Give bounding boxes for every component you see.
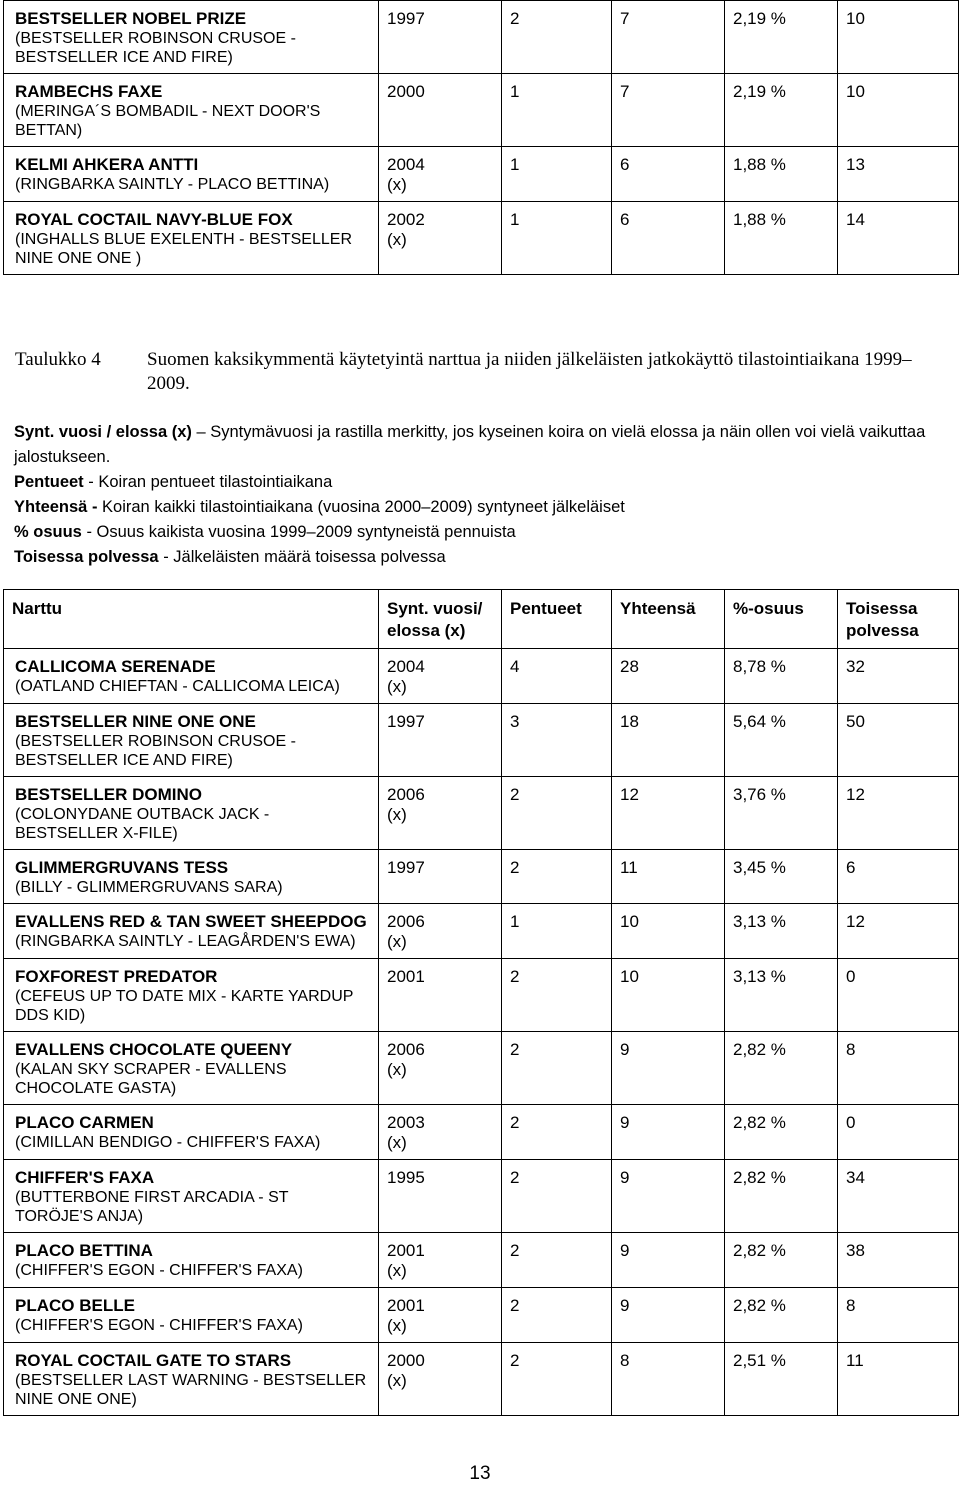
dog-parents: (COLONYDANE OUTBACK JACK - BESTSELLER X-FILE) [15, 806, 270, 842]
dog-name: BESTSELLER NINE ONE ONE [15, 712, 256, 731]
litters-count-cell [502, 202, 612, 275]
note-toisessa-desc: - Jälkeläisten määrä toisessa polvessa [158, 548, 446, 566]
offspring-total: 9 [620, 1241, 630, 1260]
note-yhteensa [14, 495, 954, 520]
offspring-total-cell [612, 850, 725, 904]
litters-count: 2 [510, 1113, 520, 1132]
birth-year-cell [379, 1233, 502, 1288]
header-narttu: Narttu [4, 590, 379, 649]
note-synt-term: Synt. vuosi / elossa (x) [14, 423, 192, 441]
note-yhteensa-desc: Koiran kaikki tilastointiaikana (vuosina 2000–2009) syntyneet jälkeläiset [97, 498, 625, 516]
birth-year-cell [379, 850, 502, 904]
litters-count-cell [502, 704, 612, 777]
second-generation-count-cell [838, 1, 959, 74]
dogs-table [3, 589, 959, 1416]
birth-year-cell [379, 649, 502, 704]
dog-name-cell [4, 649, 379, 704]
dog-name: BESTSELLER DOMINO [15, 785, 203, 804]
litters-count: 2 [510, 1168, 520, 1187]
dog-name: FOXFOREST PREDATOR [15, 967, 218, 986]
dog-name: RAMBECHS FAXE [15, 82, 163, 101]
dog-parents: (RINGBARKA SAINTLY - PLACO BETTINA) [15, 176, 330, 193]
alive-mark: (x) [387, 230, 407, 249]
offspring-total: 9 [620, 1113, 630, 1132]
dog-name-cell [4, 1105, 379, 1160]
litters-count-cell [502, 1032, 612, 1105]
note-toisessa-term: Toisessa polvessa [14, 548, 159, 566]
dog-name: EVALLENS RED & TAN SWEET SHEEPDOG [15, 912, 367, 931]
second-generation-count: 12 [846, 785, 865, 804]
table-row [4, 74, 959, 147]
second-generation-count-cell [838, 1105, 959, 1160]
offspring-total-cell [612, 904, 725, 959]
second-generation-count: 0 [846, 967, 856, 986]
birth-year-cell [379, 904, 502, 959]
second-generation-count-cell [838, 1160, 959, 1233]
share-percent: 3,13 % [733, 912, 786, 931]
dog-name-cell [4, 1160, 379, 1233]
litters-count: 2 [510, 1351, 520, 1370]
legend-notes [14, 420, 954, 570]
offspring-total-cell [612, 1, 725, 74]
litters-count-cell [502, 1343, 612, 1416]
litters-count-cell [502, 1160, 612, 1233]
share-percent: 3,13 % [733, 967, 786, 986]
dog-parents: (BILLY - GLIMMERGRUVANS SARA) [15, 879, 283, 896]
share-percent-cell [725, 904, 838, 959]
dog-name-cell [4, 1288, 379, 1343]
share-percent: 2,51 % [733, 1351, 786, 1370]
share-percent-cell [725, 1105, 838, 1160]
second-generation-count-cell [838, 777, 959, 850]
second-generation-count-cell [838, 850, 959, 904]
note-osuus-desc: - Osuus kaikista vuosina 1999–2009 syntyneistä pennuista [81, 523, 516, 541]
birth-year-cell [379, 147, 502, 202]
dog-name: PLACO BETTINA [15, 1241, 153, 1260]
table-row [4, 1105, 959, 1160]
second-generation-count: 32 [846, 657, 865, 676]
share-percent: 2,19 % [733, 82, 786, 101]
share-percent-cell [725, 1233, 838, 1288]
dog-name-cell [4, 1032, 379, 1105]
share-percent-cell [725, 147, 838, 202]
dog-name: PLACO CARMEN [15, 1113, 154, 1132]
second-generation-count-cell [838, 74, 959, 147]
dog-name-cell [4, 704, 379, 777]
dog-name-cell [4, 147, 379, 202]
share-percent: 2,82 % [733, 1113, 786, 1132]
share-percent: 8,78 % [733, 657, 786, 676]
litters-count: 2 [510, 1241, 520, 1260]
litters-count-cell [502, 1233, 612, 1288]
dog-parents: (MERINGA´S BOMBADIL - NEXT DOOR'S BETTAN) [15, 103, 321, 139]
table-row [4, 959, 959, 1032]
second-generation-count-cell [838, 1233, 959, 1288]
share-percent-cell [725, 1343, 838, 1416]
offspring-total-cell [612, 1343, 725, 1416]
share-percent: 2,19 % [733, 9, 786, 28]
alive-mark: (x) [387, 175, 407, 194]
note-synt [14, 420, 954, 470]
dog-name: EVALLENS CHOCOLATE QUEENY [15, 1040, 293, 1059]
share-percent: 2,82 % [733, 1296, 786, 1315]
offspring-total: 6 [620, 155, 630, 174]
litters-count: 1 [510, 912, 520, 931]
birth-year-cell [379, 1, 502, 74]
share-percent: 1,88 % [733, 210, 786, 229]
page-number: 13 [469, 1463, 491, 1484]
second-generation-count: 12 [846, 912, 865, 931]
share-percent-cell [725, 649, 838, 704]
share-percent-cell [725, 1, 838, 74]
alive-mark: (x) [387, 677, 407, 696]
dog-name-cell [4, 202, 379, 275]
birth-year-cell [379, 1343, 502, 1416]
birth-year: 2001 [387, 1241, 425, 1260]
second-generation-count: 8 [846, 1040, 856, 1059]
dog-name: ROYAL COCTAIL NAVY-BLUE FOX [15, 210, 293, 229]
dog-name-cell [4, 74, 379, 147]
share-percent-cell [725, 1160, 838, 1233]
second-generation-count: 50 [846, 712, 865, 731]
offspring-total: 8 [620, 1351, 630, 1370]
note-toisessa [14, 545, 954, 570]
dog-parents: (OATLAND CHIEFTAN - CALLICOMA LEICA) [15, 678, 340, 695]
caption-text: Suomen kaksikymmentä käytetyintä narttua ja niiden jälkeläisten jatkokäyttö tilastointiaikana 1999–2009. [147, 349, 912, 394]
dog-parents: (CHIFFER'S EGON - CHIFFER'S FAXA) [15, 1262, 303, 1279]
second-generation-count: 6 [846, 858, 856, 877]
offspring-total-cell [612, 202, 725, 275]
offspring-total-cell [612, 147, 725, 202]
birth-year-cell [379, 704, 502, 777]
table-row [4, 1233, 959, 1288]
dog-name: BESTSELLER NOBEL PRIZE [15, 9, 247, 28]
litters-count-cell [502, 959, 612, 1032]
second-generation-count: 13 [846, 155, 865, 174]
dog-name: GLIMMERGRUVANS TESS [15, 858, 229, 877]
table-row [4, 1, 959, 74]
offspring-total-cell [612, 1233, 725, 1288]
offspring-total: 18 [620, 712, 639, 731]
second-generation-count-cell [838, 202, 959, 275]
litters-count-cell [502, 74, 612, 147]
second-generation-count-cell [838, 959, 959, 1032]
dog-name: PLACO BELLE [15, 1296, 135, 1315]
dog-parents: (BUTTERBONE FIRST ARCADIA - ST TORÖJE'S ANJA) [15, 1189, 289, 1225]
litters-count: 1 [510, 210, 520, 229]
litters-count: 2 [510, 1040, 520, 1059]
dog-name-cell [4, 904, 379, 959]
birth-year: 1995 [387, 1168, 425, 1187]
dog-name: CHIFFER'S FAXA [15, 1168, 155, 1187]
alive-mark: (x) [387, 1133, 407, 1152]
offspring-total: 10 [620, 912, 639, 931]
litters-count-cell [502, 777, 612, 850]
offspring-total: 9 [620, 1296, 630, 1315]
note-yhteensa-term: Yhteensä - [14, 498, 98, 516]
dog-parents: (BESTSELLER LAST WARNING - BESTSELLER NINE ONE ONE) [15, 1372, 367, 1408]
birth-year-cell [379, 202, 502, 275]
birth-year-cell [379, 1160, 502, 1233]
offspring-total-cell [612, 74, 725, 147]
birth-year-cell [379, 74, 502, 147]
caption-label: Taulukko 4 [15, 349, 101, 370]
birth-year: 2001 [387, 967, 425, 986]
birth-year-cell [379, 959, 502, 1032]
note-pentueet [14, 470, 954, 495]
offspring-total-cell [612, 704, 725, 777]
birth-year-cell [379, 777, 502, 850]
birth-year: 1997 [387, 9, 425, 28]
share-percent: 3,45 % [733, 858, 786, 877]
alive-mark: (x) [387, 805, 407, 824]
offspring-total-cell [612, 1288, 725, 1343]
offspring-total: 6 [620, 210, 630, 229]
dog-name-cell [4, 959, 379, 1032]
litters-count: 2 [510, 1296, 520, 1315]
second-generation-count: 10 [846, 9, 865, 28]
second-generation-count-cell [838, 1032, 959, 1105]
offspring-total: 12 [620, 785, 639, 804]
offspring-total: 7 [620, 9, 630, 28]
birth-year: 2006 [387, 785, 425, 804]
litters-count-cell [502, 850, 612, 904]
second-generation-count-cell [838, 904, 959, 959]
litters-count-cell [502, 147, 612, 202]
share-percent: 5,64 % [733, 712, 786, 731]
litters-count-cell [502, 904, 612, 959]
litters-count-cell [502, 1, 612, 74]
header-osuus: %-osuus [725, 590, 838, 649]
second-generation-count-cell [838, 649, 959, 704]
alive-mark: (x) [387, 1261, 407, 1280]
share-percent: 2,82 % [733, 1040, 786, 1059]
offspring-total-cell [612, 1032, 725, 1105]
dog-name-cell [4, 1, 379, 74]
second-generation-count: 38 [846, 1241, 865, 1260]
table-row [4, 904, 959, 959]
offspring-total: 9 [620, 1168, 630, 1187]
note-pentueet-term: Pentueet [14, 473, 84, 491]
table-row [4, 1160, 959, 1233]
litters-count-cell [502, 1288, 612, 1343]
birth-year: 2000 [387, 82, 425, 101]
dog-name-cell [4, 1343, 379, 1416]
share-percent-cell [725, 704, 838, 777]
share-percent-cell [725, 1032, 838, 1105]
birth-year: 1997 [387, 858, 425, 877]
second-generation-count: 0 [846, 1113, 856, 1132]
share-percent-cell [725, 777, 838, 850]
dog-parents: (RINGBARKA SAINTLY - LEAGÅRDEN'S EWA) [15, 933, 356, 950]
second-generation-count: 34 [846, 1168, 865, 1187]
birth-year: 2000 [387, 1351, 425, 1370]
share-percent: 3,76 % [733, 785, 786, 804]
header-synt: Synt. vuosi/ elossa (x) [379, 590, 502, 649]
dog-name: KELMI AHKERA ANTTI [15, 155, 199, 174]
header-yhteensa: Yhteensä [612, 590, 725, 649]
share-percent-cell [725, 74, 838, 147]
second-generation-count-cell [838, 704, 959, 777]
second-generation-count: 10 [846, 82, 865, 101]
offspring-total: 10 [620, 967, 639, 986]
share-percent-cell [725, 1288, 838, 1343]
dog-parents: (CHIFFER'S EGON - CHIFFER'S FAXA) [15, 1317, 303, 1334]
note-pentueet-desc: - Koiran pentueet tilastointiaikana [83, 473, 333, 491]
table-row [4, 147, 959, 202]
offspring-total-cell [612, 959, 725, 1032]
birth-year-cell [379, 1032, 502, 1105]
header-toisessa: Toisessa polvessa [838, 590, 959, 649]
table-row [4, 1288, 959, 1343]
birth-year-cell [379, 1288, 502, 1343]
litters-count-cell [502, 1105, 612, 1160]
dog-name-cell [4, 777, 379, 850]
litters-count: 3 [510, 712, 520, 731]
note-osuus [14, 520, 954, 545]
alive-mark: (x) [387, 1060, 407, 1079]
table-row [4, 202, 959, 275]
second-generation-count: 11 [846, 1351, 864, 1370]
litters-count: 1 [510, 82, 520, 101]
birth-year-cell [379, 1105, 502, 1160]
dog-name-cell [4, 850, 379, 904]
birth-year: 1997 [387, 712, 425, 731]
alive-mark: (x) [387, 1316, 407, 1335]
dog-parents: (BESTSELLER ROBINSON CRUSOE - BESTSELLER ICE AND FIRE) [15, 30, 296, 66]
table-row [4, 649, 959, 704]
table-row [4, 850, 959, 904]
birth-year: 2004 [387, 155, 425, 174]
birth-year: 2002 [387, 210, 425, 229]
litters-count: 2 [510, 9, 520, 28]
note-osuus-term: % osuus [14, 523, 82, 541]
second-generation-count: 14 [846, 210, 865, 229]
dog-name: ROYAL COCTAIL GATE TO STARS [15, 1351, 292, 1370]
offspring-total-cell [612, 1105, 725, 1160]
dog-parents: (INGHALLS BLUE EXELENTH - BESTSELLER NINE ONE ONE ) [15, 231, 352, 267]
share-percent-cell [725, 959, 838, 1032]
dog-parents: (CIMILLAN BENDIGO - CHIFFER'S FAXA) [15, 1134, 321, 1151]
litters-count: 1 [510, 155, 520, 174]
share-percent: 2,82 % [733, 1168, 786, 1187]
dog-parents: (BESTSELLER ROBINSON CRUSOE - BESTSELLER ICE AND FIRE) [15, 733, 296, 769]
litters-count: 2 [510, 858, 520, 877]
dog-parents: (KALAN SKY SCRAPER - EVALLENS CHOCOLATE GASTA) [15, 1061, 287, 1097]
litters-count: 2 [510, 967, 520, 986]
share-percent-cell [725, 850, 838, 904]
second-generation-count-cell [838, 1343, 959, 1416]
share-percent: 2,82 % [733, 1241, 786, 1260]
birth-year: 2003 [387, 1113, 425, 1132]
offspring-total: 28 [620, 657, 639, 676]
table-row [4, 704, 959, 777]
litters-count: 2 [510, 785, 520, 804]
table-row [4, 1343, 959, 1416]
table-header-row [4, 590, 959, 649]
table-row [4, 777, 959, 850]
share-percent-cell [725, 202, 838, 275]
share-percent: 1,88 % [733, 155, 786, 174]
second-generation-count: 8 [846, 1296, 856, 1315]
dog-parents: (CEFEUS UP TO DATE MIX - KARTE YARDUP DDS KID) [15, 988, 354, 1024]
header-pentueet: Pentueet [502, 590, 612, 649]
offspring-total: 7 [620, 82, 630, 101]
table-row [4, 1032, 959, 1105]
litters-count: 4 [510, 657, 520, 676]
second-generation-count-cell [838, 147, 959, 202]
second-generation-count-cell [838, 1288, 959, 1343]
birth-year: 2006 [387, 1040, 425, 1059]
dog-name: CALLICOMA SERENADE [15, 657, 216, 676]
dog-name-cell [4, 1233, 379, 1288]
offspring-total: 9 [620, 1040, 630, 1059]
offspring-total-cell [612, 649, 725, 704]
alive-mark: (x) [387, 1371, 407, 1390]
offspring-total-cell [612, 1160, 725, 1233]
birth-year: 2001 [387, 1296, 425, 1315]
litters-count-cell [502, 649, 612, 704]
offspring-total-cell [612, 777, 725, 850]
alive-mark: (x) [387, 932, 407, 951]
offspring-total: 11 [620, 858, 638, 877]
continued-table [3, 0, 959, 275]
note-synt-desc: – Syntymävuosi ja rastilla merkitty, jos kyseinen koira on vielä elossa ja näin ollen voi vielä vaikuttaa jalostukseen. [14, 423, 926, 466]
birth-year: 2004 [387, 657, 425, 676]
birth-year: 2006 [387, 912, 425, 931]
